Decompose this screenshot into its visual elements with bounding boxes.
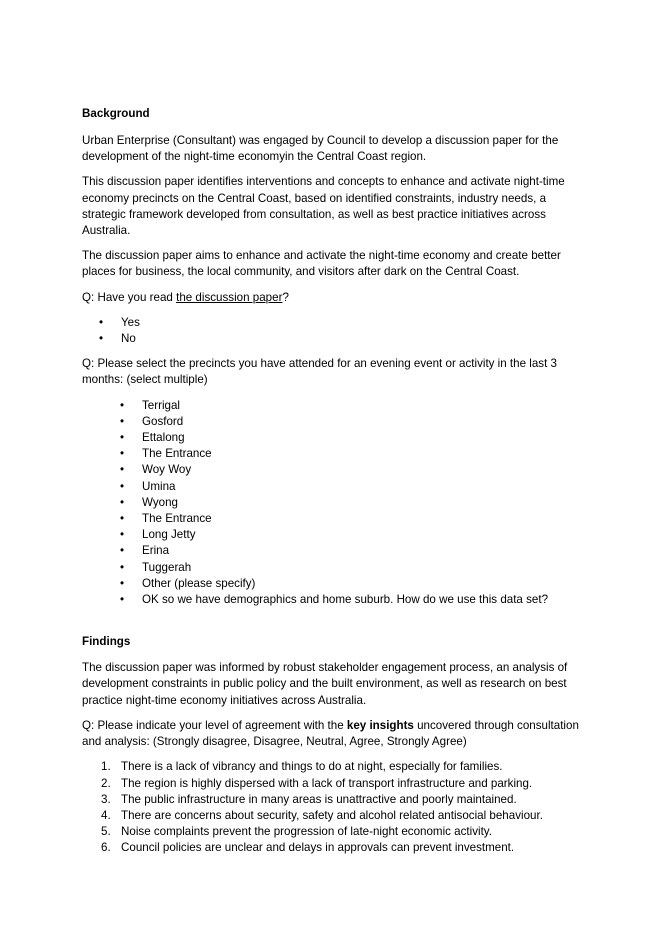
list-item: • Long Jetty [142, 527, 592, 543]
findings-heading: Findings [82, 635, 131, 649]
list-item: • Other (please specify) [142, 576, 592, 592]
list-item: • Wyong [142, 495, 592, 511]
question-read-paper: Q: Have you read the discussion paper? [82, 290, 289, 304]
background-heading: Background [82, 107, 150, 120]
background-paragraph-2: This discussion paper identifies interventions and concepts to enhance and activate night-time economy precincts on the Central Coast, based on identified constraints, industry needs, a strategic framework developed from consultation, as well as best practice initiatives across Australia. [82, 175, 565, 238]
document-content [82, 106, 592, 857]
list-item: • The Entrance [142, 511, 592, 527]
question-key-insights: Q: Please indicate your level of agreement with the key insights uncovered through consultation and analysis: (Strongly disagree, Disagree, Neutral, Agree, Strongly Agree) [82, 718, 579, 749]
list-item: • No [121, 331, 592, 347]
background-paragraph-3: The discussion paper aims to enhance and activate the night-time economy and create better places for business, the local community, and visitors after dark on the Central Coast. [82, 249, 561, 279]
read-paper-options [82, 315, 592, 347]
list-item: • Terrigal [142, 398, 592, 414]
list-item: 1. There is a lack of vibrancy and things to do at night, especially for families. [101, 760, 503, 774]
list-item: • Woy Woy [142, 462, 592, 478]
discussion-paper-link[interactable]: the discussion paper [176, 290, 283, 304]
key-insights-list [82, 759, 592, 856]
list-item: • The Entrance [142, 446, 592, 462]
background-paragraph-1: Urban Enterprise (Consultant) was engaged by Council to develop a discussion paper for the development of the night-time economyin the Central Coast region. [82, 134, 559, 164]
findings-paragraph-1: The discussion paper was informed by robust stakeholder engagement process, an analysis of development constraints in public policy and the built environment, as well as research on best practice night-time economy initiatives across Australia. [82, 661, 568, 707]
question-precincts: Q: Please select the precincts you have attended for an evening event or activity in the last 3 months: (select multiple) [82, 357, 557, 387]
list-item: • Ettalong [142, 430, 592, 446]
list-item: 2. The region is highly dispersed with a lack of transport infrastructure and parking. [101, 776, 533, 790]
list-item: 3. The public infrastructure in many areas is unattractive and poorly maintained. [101, 792, 517, 806]
list-item: • Erina [142, 543, 592, 559]
list-item: • Yes [121, 315, 592, 331]
list-item: • OK so we have demographics and home suburb. How do we use this data set? [142, 592, 592, 608]
list-item: 4. There are concerns about security, safety and alcohol related antisocial behaviour. [101, 808, 543, 822]
list-item: 6. Council policies are unclear and delays in approvals can prevent investment. [101, 841, 515, 855]
precinct-options [82, 398, 592, 609]
list-item: • Tuggerah [142, 560, 592, 576]
list-item: • Umina [142, 479, 592, 495]
list-item: • Gosford [142, 414, 592, 430]
list-item: 5. Noise complaints prevent the progression of late-night economic activity. [101, 825, 492, 839]
